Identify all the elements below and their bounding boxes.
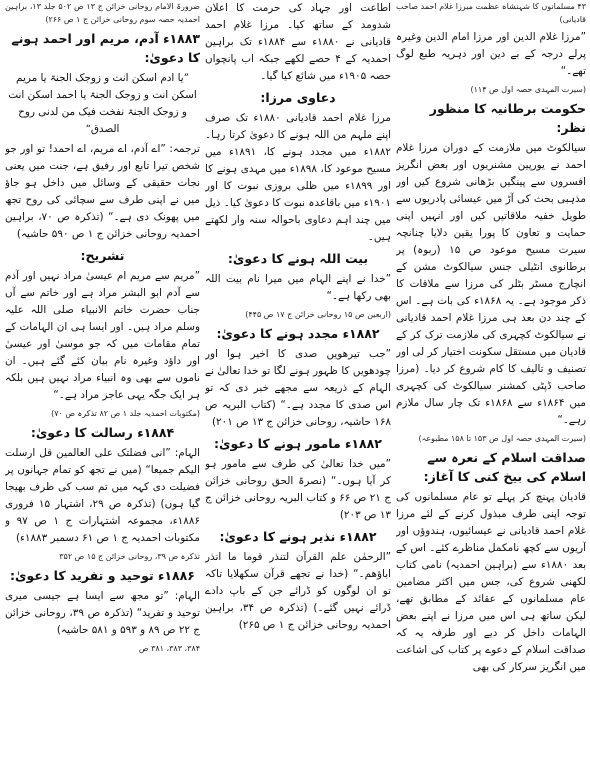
left-column: [5, 0, 200, 765]
body-paragraph: ”میں خدا تعالیٰ کی طرف سے مامور ہو کر آیا ہوں۔“ (نصرۃ الحق روحانی خزائن ج ۲۱ ص ۶۶ و کتاب البریہ روحانی خزائن ج ۱۳ ص ۲۰۳): [205, 458, 391, 521]
reference-citation: (سیرت المہدی حصہ اول ص ۱۵۳ تا ۱۵۸ مطبوعہ): [418, 434, 586, 443]
middle-column: [205, 0, 391, 765]
body-paragraph: ”خدا نے اپنے الہام میں میرا نام بیت اللہ بھی رکھا ہے۔“: [205, 273, 391, 302]
section-heading: دعاوی مرزا:: [260, 90, 336, 105]
body-paragraph: قادیان پہنچ کر پہلے تو عام مسلمانوں کی توجہ اپنی طرف مبذول کرنے کے لئے مرزا غلام احمد قادیانی نے عیسائیوں، ہندوؤں اور آریوں سے کچھ نامکمل مناظرے کئے۔ اس کے بعد ۱۸۸۰ء سے (براہین احمدیہ) نامی کتاب لکھنی شروع کی، جس میں اکثر مضامین عام مسلمانوں کے عقائد کے مطابق تھے، لیکن ساتھ ہی اس میں مرزا نے اپنے بعض الہامات داخل کر دیے اور طرفہ یہ کہ صداقت اسلام کے دعوے پر کتاب کی اشاعت میں انگریز سرکار کی بھی: [396, 491, 586, 673]
section-heading: ۱۸۸۴ء رسالت کا دعویٰ:: [30, 425, 175, 440]
reference-citation: ۴۳ مسلمانوں کا شہنشاہ عظمت میرزا غلام احمد صاحب قادیانی): [396, 2, 586, 24]
section-heading: ۱۸۸۶ء توحید و تفرید کا دعویٰ:: [10, 568, 195, 583]
body-paragraph: سیالکوٹ میں ملازمت کے دوران مرزا غلام احمد نے یورپین مشنریوں اور بعض انگریز افسروں سے پینگیں بڑھانی شروع کیں اور مذہبی بحث کی آڑ میں عیسائی پادریوں سے طویل خفیہ ملاقاتیں کیں اور انہیں اپنی حمایت و تعاون کا پورا یقین دلایا چنانچہ سیرت مسیح موعود ص ۱۵ (ربوہ) پر برطانوی انٹیلی جنس سیالکوٹ مشن کے انچارج مسٹر بٹلر کی مرزا سے ملاقات کا ذکر موجود ہے۔ یہ ۱۸۶۸ء کی بات ہے۔ اس کے چند دن بعد ہی مرزا غلام احمد قادیانی نے سیالکوٹ کچہری کی ملازمت ترک کر کے قادیان میں مستقل سکونت اختیار کر لی اور تصنیف و تالیف کا کام شروع کر دیا۔ (مرزا صاحب ڈپٹی کمشنر سیالکوٹ کی کچہری میں ۱۸۶۴ء سے ۱۸۶۸ء تک چار سال ملازم رہے۔“: [396, 142, 586, 426]
reference-citation: (اربعین ص ۱۵ روحانی خزائن ج ۱۷ ص ۴۴۵): [245, 310, 391, 319]
body-paragraph: ”مرزا غلام الدین اور مرزا امام الدین وغیرہ پرلے درجہ کے بے دین اور دہریہ طبع لوگ تھے۔“: [396, 31, 586, 77]
section-heading: ۱۸۸۲ء مجدد ہونے کا دعویٰ:: [216, 326, 380, 341]
section-heading: صداقت اسلام کے نعرہ سے اسلام کی بیخ کنی کا آغاز:: [423, 450, 586, 484]
reference-citation: (سیرت المہدی حصہ اول ص ۱۱۴): [470, 85, 586, 94]
body-paragraph: مرزا غلام احمد قادیانی ۱۸۸۰ء تک صرف اپنے ملہم من اللہ ہونے کا دعویٰ کرتا رہا۔ ۱۸۸۲ء میں مجدد ہونے کا، ۱۸۹۱ء میں مسیح موعود کا، ۱۸۹۸ء میں مہدی ہونے کا اور ۱۸۹۹ء میں ظلی بروزی نبوت کا اور ۱۹۰۱ء میں باقاعدہ نبوت کا دعویٰ کیا۔ ذیل میں چند اہم دعاوی باحوالہ سنہ وار لکھتے ہیں۔: [205, 112, 391, 243]
body-paragraph: ”مریم سے مریم ام عیسیٰ مراد نہیں اور آدم سے آدم ابو البشر مراد ہے اور خاتم سے آں جناب حضرت خاتم الانبیاء صلی اللہ علیہ وسلم مراد ہیں۔ اور ایسا ہی ان الہامات کے تمام مقامات میں کہ جو موسیٰ اور عیسیٰ اور داؤد وغیرہ نام بیان کئے گئے ہیں۔ ان ناموں سے بھی وہ انبیاء مراد نہیں ہیں بلکہ ہر ایک جگہ یہی عاجز مراد ہے۔“: [5, 270, 200, 401]
section-heading: ۱۸۸۲ء نذیر ہونے کا دعویٰ:: [219, 529, 377, 544]
reference-citation: (مکتوبات احمدیہ جلد ۱ ص ۸۲ تذکرہ ص ۷۰): [51, 409, 200, 418]
body-paragraph: ”جب تیرھویں صدی کا اخیر ہوا اور چودھویں کا ظہور ہونے لگا تو خدا تعالیٰ نے الہام کے ذریعہ سے مجھے خبر دی کہ تو اس صدی کا مجدد ہے۔“ (کتاب البریہ ص ۱۶۸ حاشیہ، روحانی خزائن ج ۱۳ ص ۲۰۱): [205, 348, 391, 428]
body-paragraph: الہام: ”تو مجھ سے ایسا ہے جیسی میری توحید و تفرید“ (تذکرہ ص ۳۹، روحانی خزائن ج ۲۲ ص ۸۹ و ۵۹۳ و ۵۸۱ حاشیہ): [5, 590, 200, 636]
section-heading: تشریح:: [80, 248, 125, 263]
arabic-quote: ”یا ادم اسکن انت و زوجک الجنۃ یا مریم اسکن انت و زوجک الجنۃ یا احمد اسکن انت و زوجک الجنۃ نفخت فیک من لدنی روح الصدق“: [8, 72, 197, 135]
body-paragraph: ”الرحمٰن علم القرآن لتنذر قوما ما انذر اباؤھم۔“ (خدا نے تجھے قرآن سکھلایا تاکہ تو ان لوگوں کو ڈرائے جن کے باپ دادے ڈرائے نہیں گئے۔) (تذکرہ ص ۳۴، براہین احمدیہ روحانی خزائن ج ۱ ص ۲۶۵): [205, 551, 391, 631]
section-heading: ۱۸۸۲ء مامور ہونے کا دعویٰ:: [214, 436, 382, 451]
section-heading: بیت اللہ ہونے کا دعویٰ:: [227, 251, 369, 266]
body-paragraph: ترجمہ: ”اے آدم، اے مریم، اے احمد! تو اور جو شخص تیرا تابع اور رفیق ہے، جنت میں یعنی نجات حقیقی کے وسائل میں داخل ہو جاؤ میں نے اپنی طرف سے سچائی کی روح تجھ میں پھونک دی ہے۔“ (تذکرہ ص ۷۰، براہین احمدیہ روحانی خزائن ج ۱ ص ۵۹۰ حاشیہ): [5, 143, 200, 240]
right-column: [396, 0, 586, 765]
reference-citation: ضرورۃ الامام روحانی خزائن ج ۱۳ ص ۵۰۲ جلد ۱۳، براہین احمدیہ حصہ سوم روحانی خزائن ج ۱ ص ۲۶۶): [5, 2, 200, 24]
body-paragraph: اطاعت اور جہاد کی حرمت کا اعلان شدومد کے ساتھ کیا۔ مرزا غلام احمد قادیانی نے ۱۸۸۰ء سے ۱۸۸۴ء تک براہین احمدیہ کے ۴ حصے لکھے جبکہ اب پانچواں حصہ ۱۹۰۵ء میں شائع کیا گیا۔: [205, 2, 391, 82]
section-heading: ۱۸۸۳ء آدم، مریم اور احمد ہونے کا دعویٰ:: [11, 31, 200, 65]
section-heading: حکومت برطانیہ کا منظور نظر:: [429, 101, 586, 135]
reference-citation: تذکرہ ص ۳۹، روحانی خزائن ج ۱۵ ص ۳۵۲: [59, 552, 200, 561]
reference-citation: ۳۸۴، ۳۸۳، ۳۸۱ ص: [138, 644, 200, 653]
body-paragraph: الہام: ”انی فضلتک علی العالمین قل ارسلت الیکم جمیعا“ (میں نے تجھ کو تمام جہانوں پر فضیلت دی کہہ میں تم سب کی طرف بھیجا گیا ہوں) (تذکرہ ص ۲۹، اشتہار ۱۵ فروری ۱۸۸۶ء، مجموعہ اشتہارات ج ۱ ص ۹۷ و مکتوبات احمدیہ ج ۱ ص ۶۱ دسمبر ۱۸۸۳ء): [5, 447, 200, 544]
